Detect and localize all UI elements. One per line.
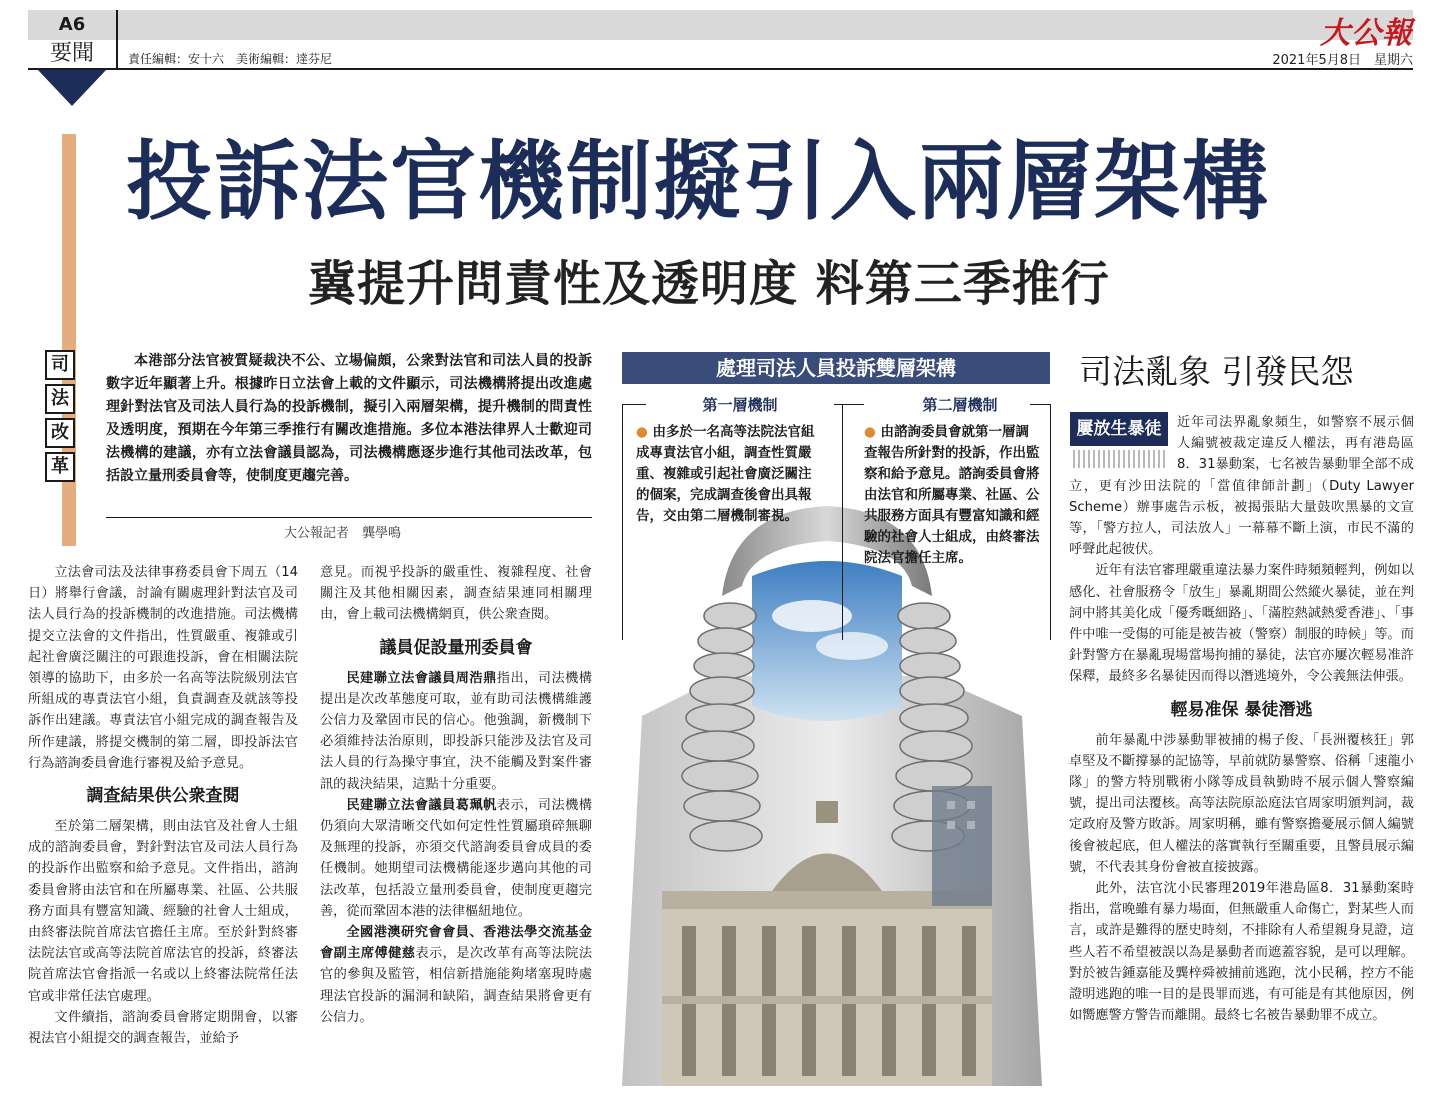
tier-vrule xyxy=(1050,404,1051,640)
subheadline: 冀提升問責性及透明度 料第三季推行 xyxy=(308,256,1110,312)
subheading: 調查結果供公衆查閱 xyxy=(86,786,240,807)
bullet-icon: ● xyxy=(636,424,648,440)
body-paragraph: 前年暴亂中涉暴動罪被捕的楊子俊、「長洲覆核狂」郭卓堅及不斷撐暴的記協等，早前就防暴警察、俗稱「速龍小隊」的警方特別戰術小隊等成員執勤時不展示個人警察編號，提出司法覆核。高等法院原訟庭法官周家明頒判詞，裁定政府及警方敗訴。周家明稱，雖有警察擔憂展示個人編號後會被起底，但人權法的落實執行至關重要，且警員展示編號，不代表其身份會被直接披露。 xyxy=(1069,732,1414,875)
header-triangle-icon xyxy=(38,70,106,106)
tier-vrule xyxy=(842,404,843,640)
header-rule xyxy=(28,68,1413,70)
byline: 大公報記者 龔學鳴 xyxy=(284,526,402,541)
article-column-1 xyxy=(28,562,298,1049)
header-band xyxy=(28,10,1413,40)
body-paragraph: 至於第二層架構，則由法官及社會人士組成的諮詢委員會，對針對法官及司法人員行為的投訴作出監察和給予意見。文件指出，諮詢委員會將由法官和在所屬專業、社區、公共服務方面具有豐富知識、經驗的社會人士組成，由終審法院首席法官擔任主席。至於針對終審法院法官或高等法院首席法官的投訴，終審法院首席法官會指派一名或以上終審法院常任法官或非常任法官處理。 xyxy=(28,819,298,1004)
badge-spacer xyxy=(1069,412,1177,472)
body-paragraph xyxy=(320,668,592,795)
tier2-body: 由諮詢委員會就第一層調查報告所針對的投訴，作出監察和給予意見。諮詢委員會將由法官和所屬專業、社區、公共服務方面具有豐富知識和經驗的社會人士組成，由終審法院法官擔任主席。 xyxy=(864,424,1040,566)
vertical-tag-char: 司 xyxy=(45,350,75,380)
body-paragraph xyxy=(320,922,592,1028)
judge-wig-graphic xyxy=(602,346,1052,1086)
header-divider xyxy=(116,10,118,68)
article-column-3 xyxy=(1069,412,1414,1026)
vertical-tag-char: 改 xyxy=(45,418,75,448)
body-paragraph: 近年有法官審理嚴重違法暴力案件時頻頻輕判，例如以感化、社會服務令「放生」暴亂期間公然縱火暴徒，並在判詞中將其美化成「優秀嘅細路」、「滿腔熱誠熱愛香港」、「事件中唯一受傷的可能是被告被（警察）制服的時候」等。而針對警方在暴亂現場當場拘捕的暴徒，法官亦屢次輕易准許保釋，最終多名暴徒因而得以潛逃境外，令公義無法伸張。 xyxy=(1069,563,1414,685)
tier2-title: 第二層機制 xyxy=(922,396,998,414)
topic-badge-label: 屢放生暴徒 xyxy=(1070,412,1168,446)
issue-date: 2021年5月8日 星期六 xyxy=(1272,53,1413,68)
article-column-2 xyxy=(320,562,592,1028)
body-paragraph: 意見。而視乎投訴的嚴重性、複雜程度、社會關注及其他相關因素，調查結果連同相關理由，會上載司法機構網頁，供公衆查閱。 xyxy=(320,565,592,623)
body-paragraph: 文件續指，諮詢委員會將定期開會，以審視法官小組提交的調查報告，並給予 xyxy=(28,1009,298,1047)
tier1-body: 由多於一名高等法院法官組成專責法官小組，調查性質嚴重、複雜或引起社會廣泛關注的個案，完成調查後會出具報告，交由第二層機制審視。 xyxy=(636,424,815,524)
quote-text: 表示，司法機構仍須向大眾清晰交代如何定性性質屬瑣碎無聊及無理的投訴，亦須交代諮詢委員會成員的委任機制。她期望司法機構能逐步邁向其他的司法改革，包括設立量刑委員會，使制度更趨完善，從而鞏固本港的法律樞紐地位。 xyxy=(320,797,592,919)
speaker-name: 民建聯立法會議員葛珮帆 xyxy=(346,797,497,813)
body-paragraph: 立法會司法及法律事務委員會下周五（14日）將舉行會議，討論有關處理針對法官及司法人員行為的投訴機制的改進措施。司法機構提交立法會的文件指出，性質嚴重、複雜或引起社會廣泛關注的可跟進投訴，會在相關法院領導的協助下，由多於一名高等法院級別法官所組成的專責法官小組，負責調查及就該等投訴作出建議。專責法官小組完成的調查報告及所作建議，將提交機制的第二層，即投訴法官行為諮詢委員會進行審視及給予意見。 xyxy=(28,565,298,771)
tier-rule xyxy=(1030,404,1050,405)
quote-text: 表示，是次改革有高等法院法官的參與及監管，相信新措施能夠堵塞現時處理法官投訴的漏洞和缺陷，調查結果將會更有公信力。 xyxy=(320,946,593,1025)
lead-paragraph: 本港部分法官被質疑裁決不公、立場偏頗，公衆對法官和司法人員的投訴數字近年顯著上升。根據昨日立法會上載的文件顯示，司法機構將提出改進處理針對法官及司法人員行為的投訴機制，擬引入兩層架構，提升機制的問責性及透明度，預期在今年第三季推行有關改進措施。多位本港法律界人士歡迎司法機構的建議，亦有立法會議員認為，司法機構應逐步進行其他司法改革，包括設立量刑委員會等，使制度更趨完善。 xyxy=(106,353,592,484)
body-paragraph: 近年司法界亂象頻生，如警察不展示個人編號被裁定違反人權法，再有港島區8．31暴動案，七名被告暴動罪全部不成立，更有沙田法院的「當值律師計劃」（Duty Lawyer Scheme）辦事處告示板，被揭張貼大量鼓吹黑暴的文宣等，「警方拉人，司法放人」一幕幕不斷上演，市民不滿的呼聲此起彼伏。 xyxy=(1069,412,1414,560)
newspaper-logo: 大公報 xyxy=(1320,16,1413,51)
tier1-title: 第一層機制 xyxy=(702,396,778,414)
subheading: 議員促設量刑委員會 xyxy=(379,637,533,658)
section-title: 司法亂象 引發民怨 xyxy=(1079,352,1354,391)
vertical-tag-char: 法 xyxy=(45,384,75,414)
tier-rule xyxy=(834,404,864,405)
page-number: A6 xyxy=(58,14,86,35)
headline: 投訴法官機制擬引入兩層架構 xyxy=(126,132,1270,232)
bullet-icon: ● xyxy=(864,424,876,440)
lead-divider xyxy=(106,517,592,518)
vertical-tag-char: 革 xyxy=(45,452,75,482)
vertical-tag xyxy=(45,350,77,486)
graphic-title: 處理司法人員投訴雙層架構 xyxy=(622,352,1050,384)
speaker-name: 民建聯立法會議員周浩鼎 xyxy=(346,670,497,686)
quote-text: 指出，司法機構提出是次改革態度可取，並有助司法機構維護公信力及鞏固市民的信心。他強調，新機制下必須維持法治原則，即投訴只能涉及法官及司法人員的行為操守事宜，決不能觸及對案件審訊的裁決結果，這點十分重要。 xyxy=(320,670,592,792)
editors-credit: 責任編輯：安十六 美術編輯：達芬尼 xyxy=(128,52,333,66)
tier-rule xyxy=(622,404,646,405)
tier1-text xyxy=(636,422,822,527)
tier2-text xyxy=(864,422,1040,569)
speaker-name: 全國港澳研究會會員、香港法學交流基金會副主席傅健慈 xyxy=(320,925,592,962)
body-paragraph: 此外，法官沈小民審理2019年港島區8．31暴動案時指出，當晚雖有暴力場面，但無嚴重人命傷亡，對某些人而言，或許是難得的歷史時刻，不排除有人希望親身見證，這些人若不希望被誤以為是暴動者而遮蓋容貌，是可以理解。對於被告鍾嘉能及龔梓舜被捕前逃跑，沈小民稱，控方不能證明逃跑的唯一目的是畏罪而逃，有可能是有其他原因，例如嚮應警方警告而離開。最終七名被告暴動罪不成立。 xyxy=(1069,881,1414,1024)
body-paragraph xyxy=(320,795,592,922)
subheading: 輕易准保 暴徒潛逃 xyxy=(1170,699,1313,720)
tier-vrule xyxy=(622,404,623,640)
section-label: 要聞 xyxy=(49,41,94,66)
